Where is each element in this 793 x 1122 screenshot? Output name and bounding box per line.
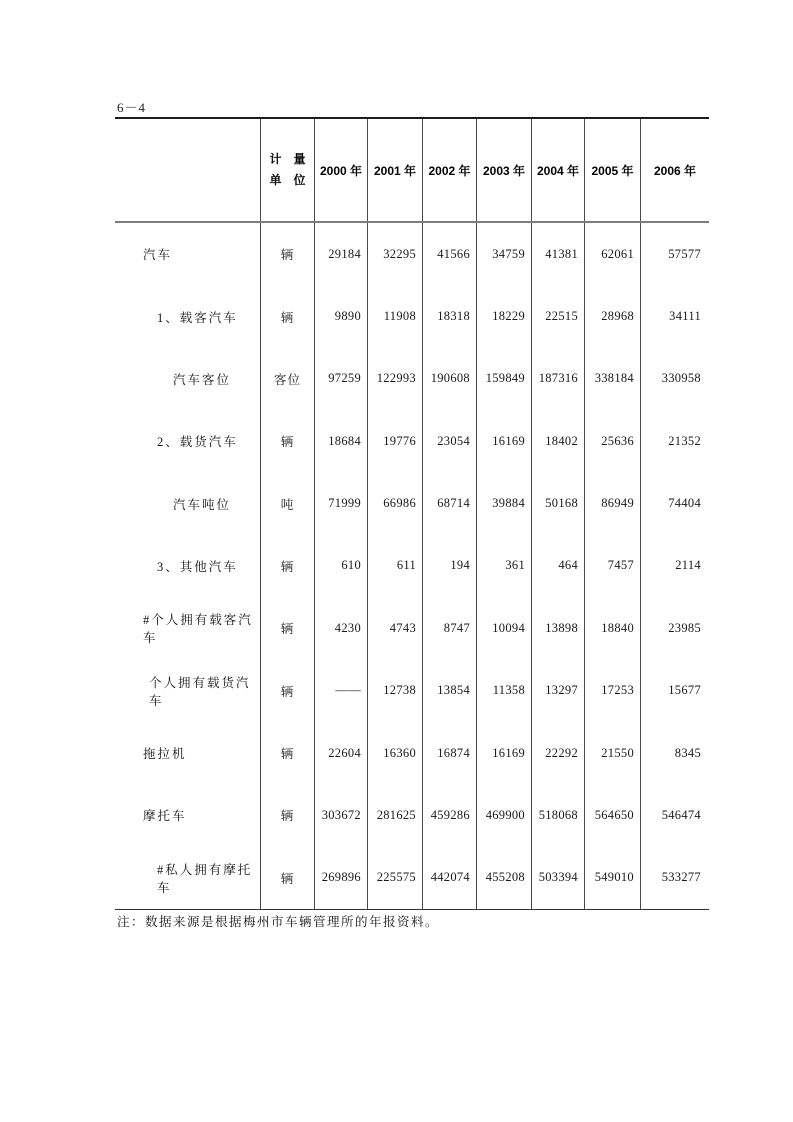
unit-cell: 吨 [261,472,315,534]
value-cell: 25636 [585,410,641,472]
value-cell: 11908 [368,285,423,347]
table-row [115,535,709,597]
unit-cell: 辆 [261,410,315,472]
value-cell: 11358 [477,660,532,722]
value-cell: 17253 [585,660,641,722]
unit-header-line1: 计 量 [269,152,306,166]
value-cell: 18229 [477,285,532,347]
value-cell: 225575 [368,847,423,909]
value-cell: 338184 [585,348,641,410]
unit-cell: 辆 [261,597,315,659]
table-row [115,660,709,722]
value-cell: 533277 [661,870,701,885]
value-cell: 12738 [368,660,423,722]
value-cell: 23054 [423,410,477,472]
footnote: 注：数据来源是根据梅州市车辆管理所的年报资料。 [117,915,440,929]
value-cell: 22292 [532,722,585,784]
value-cell: 57577 [668,246,701,261]
value-cell: 269896 [315,847,368,909]
value-cell: 7457 [585,535,641,597]
unit-header-cell [261,119,315,221]
vehicle-statistics-table [115,117,709,910]
value-cell: 19776 [368,410,423,472]
page-label: 6－4 [117,100,147,115]
value-cell: 8747 [423,597,477,659]
value-cell: 159849 [477,348,532,410]
value-cell: 503394 [532,847,585,909]
year-header-2003: 2003 年 [477,119,532,221]
value-cell: 16360 [368,722,423,784]
value-cell: 13297 [532,660,585,722]
table-row [115,722,709,784]
table-body [115,223,709,909]
unit-cell: 辆 [261,847,315,909]
value-cell: 18318 [423,285,477,347]
value-cell: 187316 [532,348,585,410]
row-label: 个人拥有载货汽车 [115,660,261,722]
value-cell: 18402 [532,410,585,472]
unit-cell: 辆 [261,535,315,597]
value-cell: 41566 [423,223,477,285]
value-cell: 68714 [423,472,477,534]
value-cell: 303672 [315,784,368,846]
value-cell: 194 [423,535,477,597]
unit-cell: 辆 [261,285,315,347]
table-row [115,223,709,285]
table-row [115,410,709,472]
value-cell: 86949 [585,472,641,534]
value-cell: 41381 [532,223,585,285]
unit-cell: 辆 [261,784,315,846]
value-cell: 4230 [315,597,368,659]
value-cell: —— [315,660,368,722]
unit-cell: 辆 [261,223,315,285]
value-cell: 66986 [368,472,423,534]
value-cell: 13854 [423,660,477,722]
value-cell: 469900 [477,784,532,846]
value-cell: 13898 [532,597,585,659]
value-cell: 29184 [315,223,368,285]
row-label: 汽车 [115,223,261,285]
unit-cell: 辆 [261,722,315,784]
value-cell: 50168 [532,472,585,534]
year-header-2002: 2002 年 [423,119,477,221]
row-label: #私人拥有摩托车 [115,847,261,909]
value-cell: 34759 [477,223,532,285]
value-cell: 71999 [315,472,368,534]
year-header-2005: 2005 年 [585,119,641,221]
value-cell: 28968 [585,285,641,347]
value-cell: 281625 [368,784,423,846]
value-cell: 74404 [668,496,701,511]
stub-header-cell [115,119,261,221]
value-cell: 39884 [477,472,532,534]
year-header-2000: 2000 年 [315,119,368,221]
unit-cell: 辆 [261,660,315,722]
value-cell: 34111 [669,309,701,324]
value-cell: 22604 [315,722,368,784]
year-header-2004: 2004 年 [532,119,585,221]
value-cell: 62061 [585,223,641,285]
row-label: 摩托车 [115,784,261,846]
row-label: 汽车吨位 [115,472,261,534]
row-label: #个人拥有载客汽车 [115,597,261,659]
table-row [115,285,709,347]
row-label: 1、载客汽车 [115,285,261,347]
value-cell: 455208 [477,847,532,909]
value-cell: 546474 [661,807,701,822]
value-cell: 330958 [661,371,701,386]
value-cell: 16169 [477,722,532,784]
value-cell: 611 [368,535,423,597]
value-cell: 18684 [315,410,368,472]
value-cell: 8345 [674,745,701,760]
value-cell: 190608 [423,348,477,410]
table-row [115,784,709,846]
row-label: 3、其他汽车 [115,535,261,597]
row-label: 汽车客位 [115,348,261,410]
table-row [115,597,709,659]
value-cell: 10094 [477,597,532,659]
value-cell: 2114 [675,558,701,573]
value-cell: 518068 [532,784,585,846]
value-cell: 16169 [477,410,532,472]
value-cell: 21550 [585,722,641,784]
table-row [115,847,709,909]
value-cell: 564650 [585,784,641,846]
value-cell: 549010 [585,847,641,909]
value-cell: 22515 [532,285,585,347]
table-row [115,348,709,410]
value-cell: 18840 [585,597,641,659]
value-cell: 15677 [668,683,701,698]
row-label: 2、载货汽车 [115,410,261,472]
value-cell: 610 [315,535,368,597]
value-cell: 97259 [315,348,368,410]
unit-header-line2: 单 位 [269,173,306,187]
year-header-2001: 2001 年 [368,119,423,221]
table-row [115,472,709,534]
value-cell: 464 [532,535,585,597]
value-cell: 21352 [668,433,701,448]
table-header-row [115,119,709,223]
value-cell: 122993 [368,348,423,410]
value-cell: 442074 [423,847,477,909]
value-cell: 459286 [423,784,477,846]
unit-cell: 客位 [261,348,315,410]
value-cell: 361 [477,535,532,597]
year-header-2006: 2006 年 [653,163,697,178]
value-cell: 32295 [368,223,423,285]
value-cell: 23985 [668,620,701,635]
value-cell: 9890 [315,285,368,347]
value-cell: 4743 [368,597,423,659]
value-cell: 16874 [423,722,477,784]
row-label: 拖拉机 [115,722,261,784]
